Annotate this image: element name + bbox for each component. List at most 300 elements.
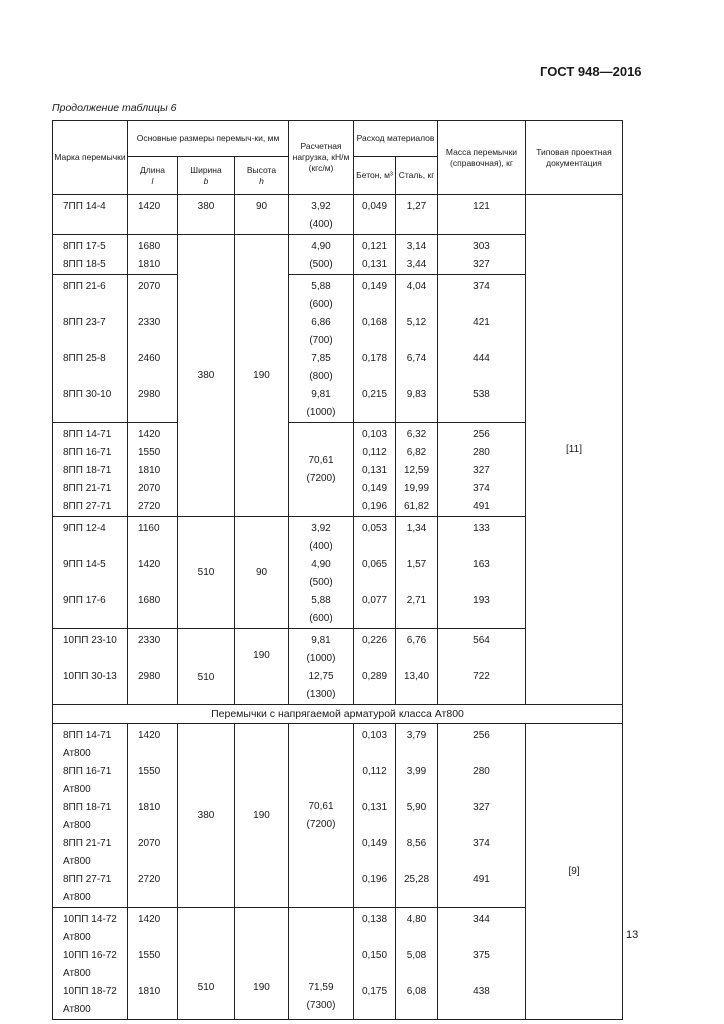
cell-line: 5,88 — [311, 595, 331, 606]
cell-line — [128, 686, 177, 704]
cell-line: Ат800 — [63, 820, 91, 831]
load-cell — [289, 235, 354, 275]
cell-line: 3,99 — [406, 766, 427, 777]
cell-line: (7300) — [306, 1000, 336, 1011]
doc-ref-cell: [11] — [526, 195, 623, 705]
cell-line: 3,92 — [311, 523, 331, 534]
cell-line: 2330 — [138, 317, 161, 328]
cell-line — [438, 853, 525, 871]
cell-line — [53, 574, 127, 592]
cell-line — [438, 745, 525, 763]
cell-line — [128, 610, 177, 628]
header-mark: Марка перемычки — [53, 121, 128, 195]
cell-line: 1,34 — [406, 523, 427, 534]
cell-line: 10ПП 16-72 — [63, 950, 117, 961]
steel-cell — [396, 517, 438, 629]
header-load: Расчетная нагрузка, кН/м (кгс/м) — [289, 121, 354, 195]
concrete-cell — [354, 908, 396, 1020]
cell-line: 0,149 — [361, 281, 388, 292]
cell-line — [438, 296, 525, 314]
cell-line — [438, 404, 525, 422]
cell-line: 303 — [473, 241, 490, 252]
width-cell: 510 — [178, 517, 235, 629]
width-cell: 380 — [178, 195, 235, 235]
mark-cell — [53, 423, 128, 517]
cell-line — [354, 965, 395, 983]
cell-line — [438, 574, 525, 592]
cell-line — [396, 404, 437, 422]
cell-line — [128, 538, 177, 556]
cell-line: 70,61 — [308, 800, 334, 812]
cell-line: 5,88 — [311, 281, 331, 292]
mark-cell — [53, 195, 128, 235]
cell-line: 374 — [473, 483, 490, 494]
cell-line: 2980 — [138, 671, 161, 682]
mass-cell — [438, 235, 526, 275]
mass-cell — [438, 275, 526, 423]
cell-line: 2460 — [138, 353, 161, 364]
cell-line — [128, 853, 177, 871]
cell-line: 1810 — [138, 802, 161, 813]
cell-line: 2720 — [138, 501, 161, 512]
cell-line — [438, 610, 525, 628]
cell-line — [396, 538, 437, 556]
cell-line: 3,92 — [311, 201, 331, 212]
cell-line: 4,90 — [311, 241, 331, 252]
cell-line — [438, 817, 525, 835]
cell-line — [354, 368, 395, 386]
cell-line: 6,76 — [406, 635, 427, 646]
header-length: Длина l — [128, 157, 178, 195]
cell-line — [128, 965, 177, 983]
cell-line: 61,82 — [403, 501, 430, 512]
cell-line — [53, 404, 127, 422]
cell-line: 1160 — [138, 523, 160, 534]
cell-line: 193 — [473, 595, 490, 606]
cell-line: 1420 — [138, 730, 161, 741]
cell-line — [128, 332, 177, 350]
cell-line: 3,79 — [406, 730, 427, 741]
cell-line: 8ПП 18-71 — [63, 465, 112, 476]
cell-line: 9,83 — [406, 389, 427, 400]
cell-line — [354, 574, 395, 592]
cell-line — [396, 745, 437, 763]
cell-line: 344 — [473, 914, 490, 925]
cell-line: 0,131 — [361, 802, 388, 813]
cell-line: 8ПП 17-5 — [63, 241, 106, 252]
cell-line: 10ПП 14-72 — [63, 914, 117, 925]
cell-line: 6,82 — [406, 447, 427, 458]
header-doc: Типовая проектная документация — [526, 121, 623, 195]
mark-cell — [53, 235, 128, 275]
cell-line — [354, 404, 395, 422]
concrete-cell — [354, 629, 396, 705]
cell-line: 121 — [473, 201, 490, 212]
cell-line — [128, 1001, 177, 1019]
cell-line: 1550 — [138, 447, 161, 458]
cell-line: 8ПП 23-7 — [63, 317, 106, 328]
width-cell: 510 — [178, 629, 235, 705]
cell-line — [396, 650, 437, 668]
mark-cell — [53, 908, 128, 1020]
cell-line: 10ПП 18-72 — [63, 986, 117, 997]
cell-line: 0,131 — [361, 465, 388, 476]
cell-line — [354, 610, 395, 628]
concrete-cell — [354, 423, 396, 517]
cell-line: 538 — [473, 389, 490, 400]
cell-line: 0,077 — [361, 595, 388, 606]
cell-line: 444 — [473, 353, 490, 364]
cell-line: 438 — [473, 986, 490, 997]
cell-line: Ат800 — [63, 932, 91, 943]
load-cell — [289, 195, 354, 235]
cell-line: 70,61 — [308, 454, 334, 466]
cell-line — [396, 368, 437, 386]
cell-line: 0,112 — [362, 766, 387, 777]
cell-line: Ат800 — [63, 892, 91, 903]
cell-line: 0,103 — [361, 429, 388, 440]
cell-line: 163 — [473, 559, 490, 570]
cell-line: 2330 — [138, 635, 161, 646]
height-cell: 90 — [235, 195, 289, 235]
document-code: ГОСТ 948—2016 — [540, 64, 642, 79]
mass-cell — [438, 724, 526, 908]
cell-line — [438, 889, 525, 907]
cell-line — [438, 538, 525, 556]
height-cell: 190 — [235, 629, 289, 705]
header-dims: Основные размеры перемыч-ки, мм — [128, 121, 289, 157]
cell-line: 1810 — [138, 259, 161, 270]
cell-line: 19,99 — [403, 483, 430, 494]
cell-line: 374 — [473, 838, 490, 849]
header-consumption: Расход материалов — [354, 121, 438, 157]
cell-line: 491 — [473, 874, 490, 885]
cell-line: 256 — [473, 429, 490, 440]
mass-cell — [438, 629, 526, 705]
cell-line — [438, 368, 525, 386]
cell-line: 280 — [473, 766, 490, 777]
cell-line — [53, 296, 127, 314]
cell-line: 0,168 — [361, 317, 388, 328]
cell-line: 0,175 — [361, 986, 388, 997]
cell-line: (500) — [309, 259, 333, 270]
cell-line — [354, 781, 395, 799]
cell-line: 8ПП 21-6 — [63, 281, 106, 292]
cell-line: 8ПП 16-71 — [63, 447, 112, 458]
length-cell — [128, 517, 178, 629]
cell-line — [354, 929, 395, 947]
cell-line: 1,27 — [406, 201, 427, 212]
cell-line: 0,112 — [362, 447, 387, 458]
cell-line: 1680 — [138, 241, 161, 252]
cell-line: (600) — [309, 299, 333, 310]
cell-line: 0,196 — [361, 501, 388, 512]
cell-line: Ат800 — [63, 856, 91, 867]
cell-line: 0,103 — [361, 730, 388, 741]
cell-line — [354, 650, 395, 668]
cell-line — [438, 650, 525, 668]
cell-line — [354, 296, 395, 314]
cell-line: Ат800 — [63, 784, 91, 795]
cell-line — [396, 296, 437, 314]
cell-line: (400) — [309, 219, 333, 230]
cell-line: 6,86 — [311, 317, 331, 328]
cell-line — [53, 368, 127, 386]
cell-line — [438, 781, 525, 799]
cell-line — [128, 296, 177, 314]
cell-line: 0,065 — [361, 559, 388, 570]
cell-line: 8ПП 16-71 — [63, 766, 112, 777]
cell-line: 8ПП 18-5 — [63, 259, 106, 270]
header-height: Высота h — [235, 157, 289, 195]
cell-line — [354, 853, 395, 871]
cell-line: (600) — [309, 613, 333, 624]
concrete-cell — [354, 517, 396, 629]
mass-cell — [438, 195, 526, 235]
cell-line: 10ПП 30-13 — [63, 671, 117, 682]
cell-line: 0,289 — [361, 671, 388, 682]
cell-line: 12,59 — [403, 465, 430, 476]
cell-line: 12,75 — [308, 671, 334, 682]
cell-line — [396, 817, 437, 835]
length-cell — [128, 235, 178, 275]
cell-line: 6,32 — [406, 429, 427, 440]
cell-line: 2720 — [138, 874, 161, 885]
width-cell: 380 — [178, 235, 235, 517]
cell-line: 3,14 — [406, 241, 427, 252]
height-cell: 190 — [235, 908, 289, 1020]
cell-line: 491 — [473, 501, 490, 512]
cell-line: 10ПП 23-10 — [63, 635, 117, 646]
cell-line: (7200) — [306, 472, 336, 484]
length-cell — [128, 275, 178, 423]
steel-cell — [396, 275, 438, 423]
cell-line: 8ПП 25-8 — [63, 353, 106, 364]
cell-line: 1550 — [138, 950, 161, 961]
cell-line: 0,049 — [361, 201, 388, 212]
cell-line — [396, 610, 437, 628]
cell-line: Ат800 — [63, 748, 91, 759]
cell-line: 8,56 — [406, 838, 427, 849]
cell-line — [53, 650, 127, 668]
cell-line: 9,81 — [311, 389, 331, 400]
mark-cell — [53, 629, 128, 705]
cell-line: 0,178 — [361, 353, 388, 364]
cell-line: 1680 — [138, 595, 161, 606]
cell-line — [128, 368, 177, 386]
cell-line: (1000) — [306, 653, 336, 664]
cell-line — [396, 1001, 437, 1019]
cell-line — [128, 889, 177, 907]
cell-line: 564 — [473, 635, 490, 646]
cell-line: 5,08 — [406, 950, 427, 961]
cell-line — [354, 745, 395, 763]
cell-line: 6,08 — [406, 986, 427, 997]
cell-line: 421 — [473, 317, 490, 328]
page-number: 13 — [626, 929, 639, 941]
load-cell — [289, 629, 354, 705]
cell-line: (1000) — [306, 407, 336, 418]
cell-line — [354, 817, 395, 835]
concrete-cell — [354, 275, 396, 423]
load-cell — [289, 275, 354, 423]
cell-line: 327 — [473, 465, 490, 476]
height-cell: 190 — [235, 724, 289, 908]
cell-line: (500) — [309, 577, 333, 588]
cell-line: 2070 — [138, 281, 161, 292]
cell-line: 8ПП 18-71 — [63, 802, 112, 813]
cell-line: 2,71 — [406, 595, 427, 606]
mark-cell — [53, 724, 128, 908]
cell-line — [53, 610, 127, 628]
load-cell — [289, 423, 354, 517]
cell-line — [354, 332, 395, 350]
section-title: Перемычки с напрягаемой арматурой класса Ат800 — [53, 705, 623, 724]
cell-line — [354, 686, 395, 704]
cell-line: 375 — [473, 950, 490, 961]
cell-line: 8ПП 30-10 — [63, 389, 112, 400]
cell-line: 0,131 — [361, 259, 388, 270]
cell-line — [53, 538, 127, 556]
load-cell — [289, 517, 354, 629]
cell-line — [438, 686, 525, 704]
cell-line: 0,121 — [361, 241, 388, 252]
height-cell: 190 — [235, 235, 289, 517]
cell-line: 1550 — [138, 766, 161, 777]
steel-cell — [396, 423, 438, 517]
cell-line — [128, 574, 177, 592]
cell-line: 1420 — [138, 914, 161, 925]
cell-line: 5,90 — [406, 802, 427, 813]
header-concrete: Бетон, м³ — [354, 157, 396, 195]
cell-line — [396, 781, 437, 799]
cell-line: 8ПП 14-71 — [63, 429, 112, 440]
cell-line: 0,196 — [361, 874, 388, 885]
cell-line: 13,40 — [403, 671, 430, 682]
cell-line: 2070 — [138, 483, 161, 494]
length-cell — [128, 629, 178, 705]
cell-line — [53, 332, 127, 350]
cell-line: 2980 — [138, 389, 161, 400]
cell-line: 1420 — [138, 429, 161, 440]
cell-line: 8ПП 21-71 — [63, 838, 112, 849]
cell-line — [396, 574, 437, 592]
cell-line: 2070 — [138, 838, 161, 849]
cell-line: 0,226 — [361, 635, 388, 646]
mass-cell — [438, 517, 526, 629]
cell-line: (800) — [309, 371, 333, 382]
cell-line: (700) — [309, 335, 333, 346]
cell-line: 0,149 — [361, 838, 388, 849]
cell-line — [128, 650, 177, 668]
header-steel: Сталь, кг — [396, 157, 438, 195]
cell-line: 722 — [473, 671, 490, 682]
table-caption: Продолжение таблицы 6 — [52, 102, 177, 114]
cell-line — [128, 404, 177, 422]
mass-cell — [438, 423, 526, 517]
height-cell: 90 — [235, 517, 289, 629]
cell-line — [53, 686, 127, 704]
cell-line: 4,04 — [406, 281, 427, 292]
steel-cell — [396, 629, 438, 705]
load-cell — [289, 908, 354, 1020]
cell-line: 280 — [473, 447, 490, 458]
cell-line: 8ПП 27-71 — [63, 874, 112, 885]
steel-cell — [396, 908, 438, 1020]
cell-line — [128, 817, 177, 835]
cell-line: 9ПП 17-6 — [63, 595, 106, 606]
mass-cell — [438, 908, 526, 1020]
width-cell: 510 — [178, 908, 235, 1020]
cell-line — [128, 745, 177, 763]
cell-line: 9,81 — [311, 635, 331, 646]
length-cell — [128, 195, 178, 235]
lintel-table — [52, 120, 623, 1020]
cell-line: 71,59 — [308, 982, 334, 993]
concrete-cell — [354, 195, 396, 235]
cell-line: 133 — [473, 523, 490, 534]
cell-line — [396, 686, 437, 704]
cell-line — [438, 965, 525, 983]
concrete-cell — [354, 724, 396, 908]
cell-line: 0,215 — [361, 389, 388, 400]
cell-line: 1,57 — [406, 559, 427, 570]
mark-cell — [53, 275, 128, 423]
cell-line — [396, 965, 437, 983]
cell-line — [438, 332, 525, 350]
steel-cell — [396, 235, 438, 275]
length-cell — [128, 423, 178, 517]
steel-cell — [396, 724, 438, 908]
steel-cell — [396, 195, 438, 235]
cell-line: 9ПП 12-4 — [63, 523, 106, 534]
cell-line — [354, 1001, 395, 1019]
cell-line: Ат800 — [63, 1004, 91, 1015]
cell-line: 256 — [473, 730, 490, 741]
concrete-cell — [354, 235, 396, 275]
cell-line: 4,90 — [311, 559, 331, 570]
cell-line: (1300) — [306, 689, 336, 700]
doc-ref-cell: [9] — [526, 724, 623, 1020]
cell-line — [396, 853, 437, 871]
cell-line: 1420 — [138, 201, 161, 212]
load-cell — [289, 724, 354, 908]
cell-line: 0,138 — [361, 914, 388, 925]
cell-line: 8ПП 21-71 — [63, 483, 112, 494]
cell-line: 327 — [473, 259, 490, 270]
cell-line: 3,44 — [406, 259, 427, 270]
cell-line: 7ПП 14-4 — [63, 201, 106, 212]
cell-line — [396, 889, 437, 907]
cell-line: 0,150 — [361, 950, 388, 961]
cell-line: 1810 — [138, 465, 161, 476]
cell-line: 0,053 — [361, 523, 388, 534]
cell-line — [354, 889, 395, 907]
header-width: Ширина b — [178, 157, 235, 195]
mark-cell — [53, 517, 128, 629]
cell-line: Ат800 — [63, 968, 91, 979]
cell-line: 6,74 — [406, 353, 427, 364]
cell-line: 327 — [473, 802, 490, 813]
cell-line: 8ПП 27-71 — [63, 501, 112, 512]
cell-line: 8ПП 14-71 — [63, 730, 112, 741]
header-mass: Масса перемычки (справочная), кг — [438, 121, 526, 195]
width-cell: 380 — [178, 724, 235, 908]
cell-line: (7200) — [306, 818, 336, 830]
cell-line — [128, 929, 177, 947]
cell-line: 9ПП 14-5 — [63, 559, 106, 570]
cell-line — [354, 538, 395, 556]
